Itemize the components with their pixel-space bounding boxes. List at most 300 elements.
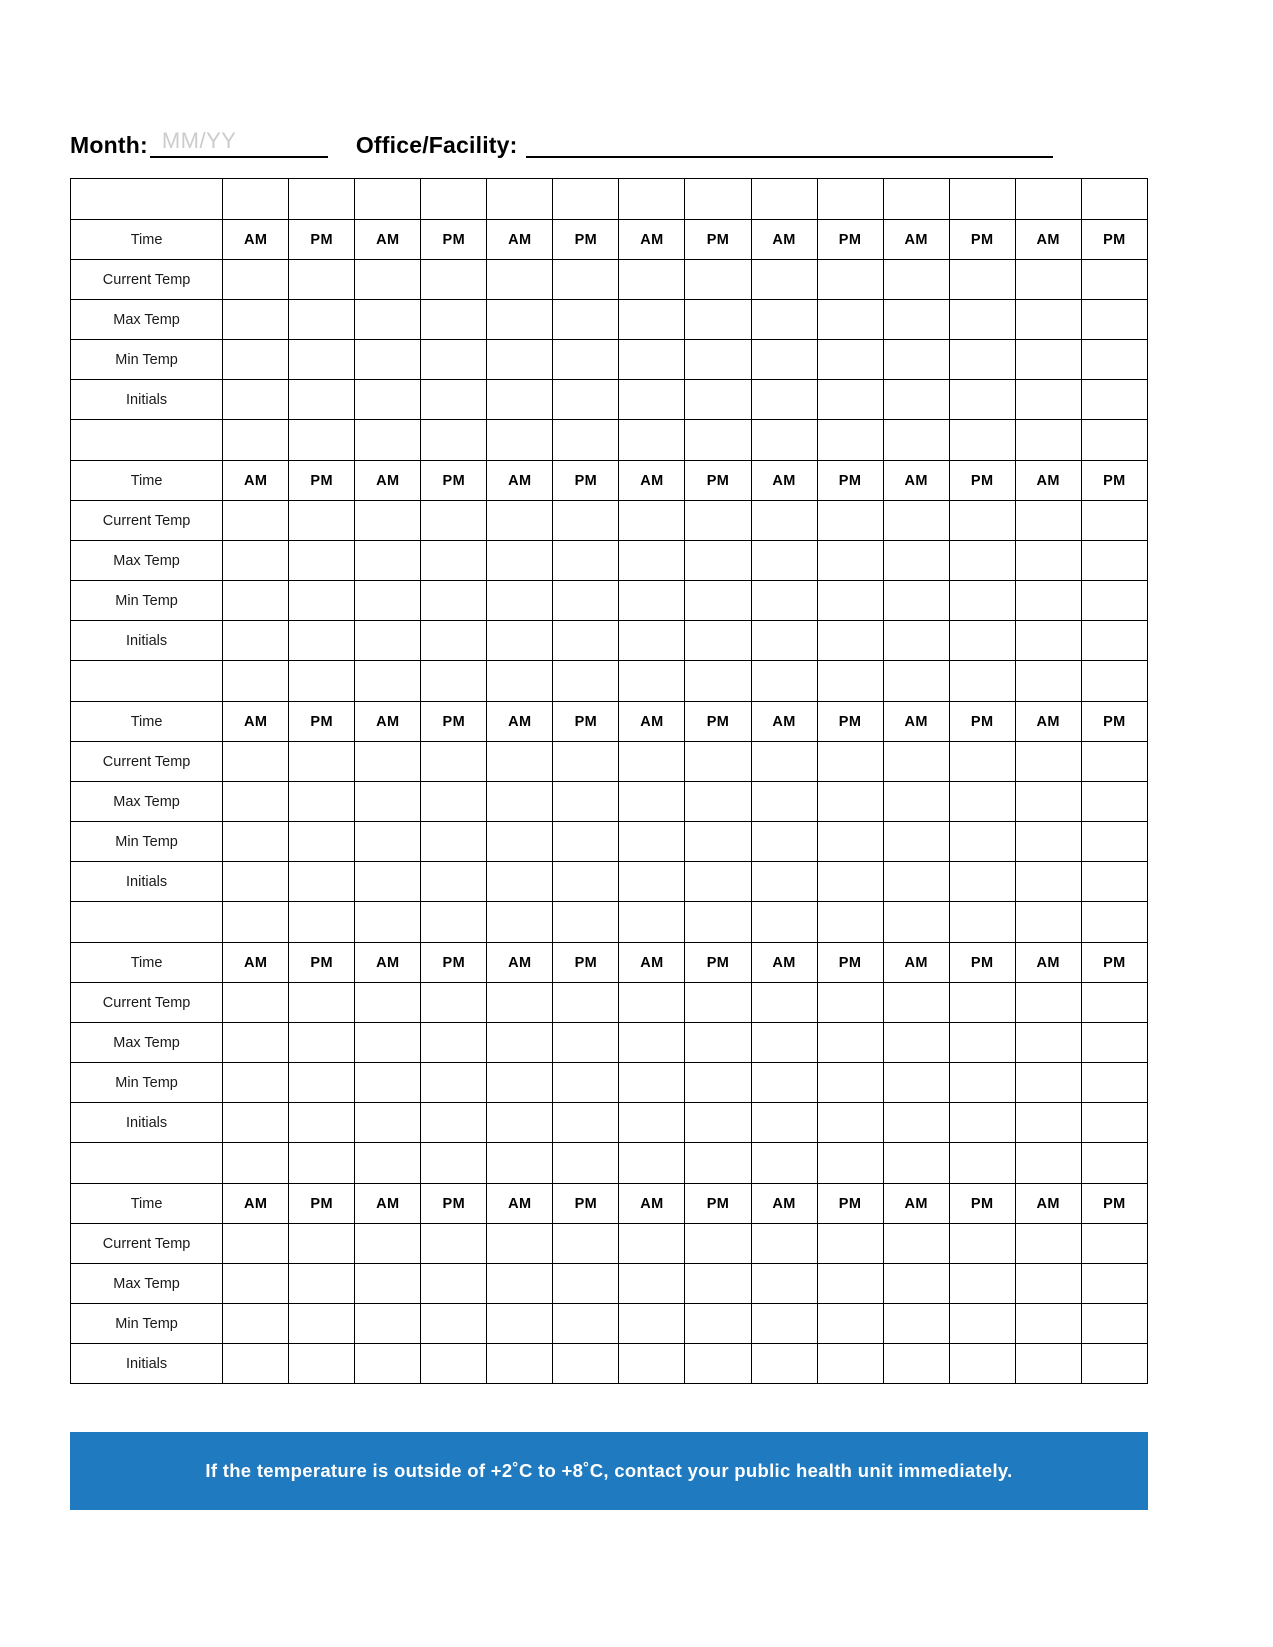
entry-cell[interactable]	[751, 581, 817, 621]
entry-cell[interactable]	[553, 1344, 619, 1384]
entry-cell[interactable]	[751, 260, 817, 300]
entry-cell[interactable]	[355, 1304, 421, 1344]
entry-cell[interactable]	[685, 862, 751, 902]
entry-cell[interactable]	[553, 621, 619, 661]
entry-cell[interactable]	[487, 260, 553, 300]
entry-cell[interactable]	[421, 782, 487, 822]
entry-cell[interactable]	[817, 300, 883, 340]
entry-cell[interactable]	[619, 1304, 685, 1344]
entry-cell[interactable]	[487, 1023, 553, 1063]
entry-cell[interactable]	[1015, 1063, 1081, 1103]
entry-cell[interactable]	[1015, 1103, 1081, 1143]
entry-cell[interactable]	[223, 340, 289, 380]
entry-cell[interactable]	[355, 300, 421, 340]
entry-cell[interactable]	[685, 822, 751, 862]
date-entry-cell[interactable]	[817, 420, 883, 461]
date-entry-cell[interactable]	[289, 902, 355, 943]
entry-cell[interactable]	[685, 983, 751, 1023]
entry-cell[interactable]	[421, 501, 487, 541]
entry-cell[interactable]	[949, 1304, 1015, 1344]
entry-cell[interactable]	[619, 822, 685, 862]
entry-cell[interactable]	[289, 1063, 355, 1103]
entry-cell[interactable]	[949, 742, 1015, 782]
entry-cell[interactable]	[553, 1063, 619, 1103]
entry-cell[interactable]	[949, 1344, 1015, 1384]
entry-cell[interactable]	[289, 862, 355, 902]
entry-cell[interactable]	[1081, 260, 1147, 300]
entry-cell[interactable]	[817, 1304, 883, 1344]
entry-cell[interactable]	[1015, 782, 1081, 822]
entry-cell[interactable]	[883, 380, 949, 420]
entry-cell[interactable]	[223, 1103, 289, 1143]
date-entry-cell[interactable]	[1081, 1143, 1147, 1184]
entry-cell[interactable]	[553, 1224, 619, 1264]
entry-cell[interactable]	[817, 380, 883, 420]
entry-cell[interactable]	[949, 501, 1015, 541]
entry-cell[interactable]	[289, 501, 355, 541]
entry-cell[interactable]	[751, 983, 817, 1023]
entry-cell[interactable]	[883, 260, 949, 300]
entry-cell[interactable]	[355, 1344, 421, 1384]
date-entry-cell[interactable]	[817, 661, 883, 702]
date-entry-cell[interactable]	[421, 420, 487, 461]
date-entry-cell[interactable]	[685, 1143, 751, 1184]
entry-cell[interactable]	[817, 782, 883, 822]
date-entry-cell[interactable]	[421, 179, 487, 220]
entry-cell[interactable]	[289, 1224, 355, 1264]
entry-cell[interactable]	[553, 581, 619, 621]
entry-cell[interactable]	[883, 1063, 949, 1103]
entry-cell[interactable]	[685, 1264, 751, 1304]
entry-cell[interactable]	[1081, 1103, 1147, 1143]
entry-cell[interactable]	[487, 1063, 553, 1103]
entry-cell[interactable]	[289, 541, 355, 581]
entry-cell[interactable]	[223, 541, 289, 581]
entry-cell[interactable]	[685, 1023, 751, 1063]
entry-cell[interactable]	[223, 581, 289, 621]
entry-cell[interactable]	[619, 260, 685, 300]
entry-cell[interactable]	[619, 621, 685, 661]
entry-cell[interactable]	[883, 822, 949, 862]
entry-cell[interactable]	[421, 621, 487, 661]
entry-cell[interactable]	[289, 340, 355, 380]
entry-cell[interactable]	[1081, 541, 1147, 581]
entry-cell[interactable]	[883, 1344, 949, 1384]
entry-cell[interactable]	[685, 1304, 751, 1344]
entry-cell[interactable]	[1015, 1304, 1081, 1344]
entry-cell[interactable]	[619, 983, 685, 1023]
entry-cell[interactable]	[619, 1344, 685, 1384]
entry-cell[interactable]	[685, 782, 751, 822]
entry-cell[interactable]	[817, 1264, 883, 1304]
entry-cell[interactable]	[883, 1023, 949, 1063]
entry-cell[interactable]	[223, 380, 289, 420]
entry-cell[interactable]	[751, 1304, 817, 1344]
entry-cell[interactable]	[685, 340, 751, 380]
entry-cell[interactable]	[289, 1344, 355, 1384]
entry-cell[interactable]	[355, 1224, 421, 1264]
entry-cell[interactable]	[355, 340, 421, 380]
entry-cell[interactable]	[421, 822, 487, 862]
entry-cell[interactable]	[949, 380, 1015, 420]
entry-cell[interactable]	[1081, 1264, 1147, 1304]
entry-cell[interactable]	[223, 983, 289, 1023]
entry-cell[interactable]	[685, 1103, 751, 1143]
date-entry-cell[interactable]	[289, 661, 355, 702]
entry-cell[interactable]	[751, 340, 817, 380]
entry-cell[interactable]	[1081, 1344, 1147, 1384]
date-entry-cell[interactable]	[553, 902, 619, 943]
entry-cell[interactable]	[289, 380, 355, 420]
date-entry-cell[interactable]	[949, 1143, 1015, 1184]
entry-cell[interactable]	[223, 1264, 289, 1304]
entry-cell[interactable]	[1081, 621, 1147, 661]
entry-cell[interactable]	[421, 380, 487, 420]
entry-cell[interactable]	[883, 340, 949, 380]
entry-cell[interactable]	[949, 822, 1015, 862]
entry-cell[interactable]	[487, 300, 553, 340]
entry-cell[interactable]	[685, 260, 751, 300]
date-entry-cell[interactable]	[421, 661, 487, 702]
entry-cell[interactable]	[223, 260, 289, 300]
entry-cell[interactable]	[223, 1224, 289, 1264]
date-entry-cell[interactable]	[1081, 902, 1147, 943]
entry-cell[interactable]	[883, 541, 949, 581]
entry-cell[interactable]	[685, 1224, 751, 1264]
entry-cell[interactable]	[883, 862, 949, 902]
entry-cell[interactable]	[355, 782, 421, 822]
entry-cell[interactable]	[487, 581, 553, 621]
entry-cell[interactable]	[883, 501, 949, 541]
entry-cell[interactable]	[751, 1103, 817, 1143]
entry-cell[interactable]	[421, 541, 487, 581]
entry-cell[interactable]	[223, 862, 289, 902]
entry-cell[interactable]	[751, 1063, 817, 1103]
entry-cell[interactable]	[817, 501, 883, 541]
entry-cell[interactable]	[421, 340, 487, 380]
entry-cell[interactable]	[1081, 782, 1147, 822]
entry-cell[interactable]	[1015, 380, 1081, 420]
entry-cell[interactable]	[883, 621, 949, 661]
entry-cell[interactable]	[553, 260, 619, 300]
entry-cell[interactable]	[619, 340, 685, 380]
entry-cell[interactable]	[1015, 501, 1081, 541]
date-entry-cell[interactable]	[817, 1143, 883, 1184]
entry-cell[interactable]	[487, 340, 553, 380]
entry-cell[interactable]	[751, 1023, 817, 1063]
entry-cell[interactable]	[949, 340, 1015, 380]
entry-cell[interactable]	[223, 1344, 289, 1384]
entry-cell[interactable]	[817, 541, 883, 581]
entry-cell[interactable]	[553, 862, 619, 902]
entry-cell[interactable]	[751, 621, 817, 661]
entry-cell[interactable]	[487, 541, 553, 581]
entry-cell[interactable]	[289, 581, 355, 621]
entry-cell[interactable]	[1015, 862, 1081, 902]
entry-cell[interactable]	[949, 541, 1015, 581]
entry-cell[interactable]	[289, 822, 355, 862]
month-input[interactable]	[150, 129, 328, 158]
date-entry-cell[interactable]	[817, 902, 883, 943]
entry-cell[interactable]	[817, 1224, 883, 1264]
entry-cell[interactable]	[553, 1264, 619, 1304]
entry-cell[interactable]	[289, 742, 355, 782]
entry-cell[interactable]	[751, 1344, 817, 1384]
entry-cell[interactable]	[949, 581, 1015, 621]
entry-cell[interactable]	[1015, 621, 1081, 661]
entry-cell[interactable]	[223, 782, 289, 822]
entry-cell[interactable]	[817, 581, 883, 621]
entry-cell[interactable]	[751, 300, 817, 340]
entry-cell[interactable]	[223, 1304, 289, 1344]
entry-cell[interactable]	[685, 541, 751, 581]
entry-cell[interactable]	[421, 1264, 487, 1304]
date-entry-cell[interactable]	[949, 179, 1015, 220]
entry-cell[interactable]	[751, 742, 817, 782]
entry-cell[interactable]	[1015, 983, 1081, 1023]
entry-cell[interactable]	[817, 1023, 883, 1063]
entry-cell[interactable]	[619, 1023, 685, 1063]
entry-cell[interactable]	[1015, 1224, 1081, 1264]
entry-cell[interactable]	[487, 983, 553, 1023]
entry-cell[interactable]	[619, 782, 685, 822]
entry-cell[interactable]	[685, 501, 751, 541]
entry-cell[interactable]	[553, 1023, 619, 1063]
entry-cell[interactable]	[883, 1224, 949, 1264]
entry-cell[interactable]	[751, 1224, 817, 1264]
entry-cell[interactable]	[487, 1344, 553, 1384]
entry-cell[interactable]	[487, 380, 553, 420]
entry-cell[interactable]	[949, 260, 1015, 300]
entry-cell[interactable]	[949, 621, 1015, 661]
entry-cell[interactable]	[1015, 1023, 1081, 1063]
entry-cell[interactable]	[553, 983, 619, 1023]
entry-cell[interactable]	[619, 541, 685, 581]
entry-cell[interactable]	[817, 260, 883, 300]
entry-cell[interactable]	[619, 1063, 685, 1103]
entry-cell[interactable]	[487, 621, 553, 661]
entry-cell[interactable]	[685, 380, 751, 420]
date-entry-cell[interactable]	[421, 1143, 487, 1184]
entry-cell[interactable]	[949, 782, 1015, 822]
entry-cell[interactable]	[817, 340, 883, 380]
entry-cell[interactable]	[289, 1304, 355, 1344]
entry-cell[interactable]	[817, 1063, 883, 1103]
entry-cell[interactable]	[1015, 300, 1081, 340]
date-entry-cell[interactable]	[553, 179, 619, 220]
entry-cell[interactable]	[553, 1103, 619, 1143]
entry-cell[interactable]	[1015, 742, 1081, 782]
entry-cell[interactable]	[1081, 1023, 1147, 1063]
entry-cell[interactable]	[1081, 300, 1147, 340]
entry-cell[interactable]	[223, 822, 289, 862]
date-entry-cell[interactable]	[1081, 420, 1147, 461]
entry-cell[interactable]	[751, 501, 817, 541]
entry-cell[interactable]	[949, 1224, 1015, 1264]
entry-cell[interactable]	[883, 581, 949, 621]
entry-cell[interactable]	[949, 862, 1015, 902]
entry-cell[interactable]	[553, 380, 619, 420]
entry-cell[interactable]	[685, 742, 751, 782]
entry-cell[interactable]	[685, 300, 751, 340]
entry-cell[interactable]	[883, 1304, 949, 1344]
entry-cell[interactable]	[685, 1344, 751, 1384]
entry-cell[interactable]	[487, 742, 553, 782]
entry-cell[interactable]	[421, 1063, 487, 1103]
entry-cell[interactable]	[1081, 380, 1147, 420]
entry-cell[interactable]	[289, 621, 355, 661]
entry-cell[interactable]	[553, 340, 619, 380]
date-entry-cell[interactable]	[685, 179, 751, 220]
entry-cell[interactable]	[817, 983, 883, 1023]
entry-cell[interactable]	[421, 1023, 487, 1063]
entry-cell[interactable]	[355, 501, 421, 541]
date-entry-cell[interactable]	[289, 179, 355, 220]
entry-cell[interactable]	[685, 1063, 751, 1103]
entry-cell[interactable]	[355, 862, 421, 902]
entry-cell[interactable]	[619, 581, 685, 621]
date-entry-cell[interactable]	[949, 420, 1015, 461]
entry-cell[interactable]	[223, 1023, 289, 1063]
entry-cell[interactable]	[421, 1224, 487, 1264]
entry-cell[interactable]	[619, 380, 685, 420]
entry-cell[interactable]	[421, 862, 487, 902]
entry-cell[interactable]	[619, 1264, 685, 1304]
entry-cell[interactable]	[355, 1023, 421, 1063]
entry-cell[interactable]	[883, 983, 949, 1023]
entry-cell[interactable]	[355, 822, 421, 862]
entry-cell[interactable]	[223, 501, 289, 541]
entry-cell[interactable]	[1081, 1304, 1147, 1344]
date-entry-cell[interactable]	[685, 420, 751, 461]
entry-cell[interactable]	[487, 782, 553, 822]
entry-cell[interactable]	[1015, 1264, 1081, 1304]
entry-cell[interactable]	[487, 1264, 553, 1304]
entry-cell[interactable]	[685, 621, 751, 661]
entry-cell[interactable]	[751, 862, 817, 902]
entry-cell[interactable]	[553, 782, 619, 822]
entry-cell[interactable]	[355, 581, 421, 621]
entry-cell[interactable]	[949, 1264, 1015, 1304]
entry-cell[interactable]	[1081, 1063, 1147, 1103]
entry-cell[interactable]	[1015, 340, 1081, 380]
date-entry-cell[interactable]	[817, 179, 883, 220]
date-entry-cell[interactable]	[949, 661, 1015, 702]
entry-cell[interactable]	[1081, 581, 1147, 621]
entry-cell[interactable]	[421, 1103, 487, 1143]
entry-cell[interactable]	[289, 300, 355, 340]
entry-cell[interactable]	[1015, 581, 1081, 621]
entry-cell[interactable]	[883, 742, 949, 782]
entry-cell[interactable]	[421, 983, 487, 1023]
entry-cell[interactable]	[553, 300, 619, 340]
entry-cell[interactable]	[421, 300, 487, 340]
entry-cell[interactable]	[1081, 983, 1147, 1023]
entry-cell[interactable]	[1015, 822, 1081, 862]
entry-cell[interactable]	[619, 862, 685, 902]
entry-cell[interactable]	[1081, 862, 1147, 902]
entry-cell[interactable]	[355, 380, 421, 420]
date-entry-cell[interactable]	[553, 420, 619, 461]
entry-cell[interactable]	[1081, 1224, 1147, 1264]
entry-cell[interactable]	[223, 1063, 289, 1103]
entry-cell[interactable]	[487, 1304, 553, 1344]
entry-cell[interactable]	[685, 581, 751, 621]
date-entry-cell[interactable]	[949, 902, 1015, 943]
date-entry-cell[interactable]	[1081, 179, 1147, 220]
entry-cell[interactable]	[817, 1103, 883, 1143]
date-entry-cell[interactable]	[685, 661, 751, 702]
entry-cell[interactable]	[421, 581, 487, 621]
entry-cell[interactable]	[619, 1103, 685, 1143]
entry-cell[interactable]	[817, 621, 883, 661]
entry-cell[interactable]	[1015, 541, 1081, 581]
entry-cell[interactable]	[355, 541, 421, 581]
entry-cell[interactable]	[223, 300, 289, 340]
entry-cell[interactable]	[817, 822, 883, 862]
date-entry-cell[interactable]	[421, 902, 487, 943]
date-entry-cell[interactable]	[289, 420, 355, 461]
date-entry-cell[interactable]	[289, 1143, 355, 1184]
entry-cell[interactable]	[949, 1023, 1015, 1063]
entry-cell[interactable]	[355, 742, 421, 782]
entry-cell[interactable]	[289, 1103, 355, 1143]
date-entry-cell[interactable]	[685, 902, 751, 943]
entry-cell[interactable]	[487, 1103, 553, 1143]
date-entry-cell[interactable]	[1081, 661, 1147, 702]
entry-cell[interactable]	[289, 260, 355, 300]
entry-cell[interactable]	[883, 1264, 949, 1304]
entry-cell[interactable]	[751, 380, 817, 420]
entry-cell[interactable]	[751, 1264, 817, 1304]
entry-cell[interactable]	[949, 1103, 1015, 1143]
entry-cell[interactable]	[421, 260, 487, 300]
entry-cell[interactable]	[751, 541, 817, 581]
entry-cell[interactable]	[553, 541, 619, 581]
entry-cell[interactable]	[289, 1023, 355, 1063]
entry-cell[interactable]	[487, 862, 553, 902]
entry-cell[interactable]	[355, 1063, 421, 1103]
entry-cell[interactable]	[355, 1103, 421, 1143]
entry-cell[interactable]	[751, 782, 817, 822]
entry-cell[interactable]	[355, 260, 421, 300]
entry-cell[interactable]	[289, 782, 355, 822]
entry-cell[interactable]	[289, 1264, 355, 1304]
entry-cell[interactable]	[1015, 1344, 1081, 1384]
entry-cell[interactable]	[355, 983, 421, 1023]
entry-cell[interactable]	[619, 300, 685, 340]
entry-cell[interactable]	[619, 742, 685, 782]
entry-cell[interactable]	[223, 621, 289, 661]
facility-input[interactable]	[526, 129, 1053, 158]
entry-cell[interactable]	[1081, 742, 1147, 782]
entry-cell[interactable]	[421, 1304, 487, 1344]
entry-cell[interactable]	[949, 300, 1015, 340]
entry-cell[interactable]	[553, 1304, 619, 1344]
entry-cell[interactable]	[619, 501, 685, 541]
entry-cell[interactable]	[883, 1103, 949, 1143]
entry-cell[interactable]	[817, 742, 883, 782]
entry-cell[interactable]	[355, 1264, 421, 1304]
entry-cell[interactable]	[949, 1063, 1015, 1103]
entry-cell[interactable]	[1081, 501, 1147, 541]
entry-cell[interactable]	[1015, 260, 1081, 300]
entry-cell[interactable]	[883, 782, 949, 822]
entry-cell[interactable]	[751, 822, 817, 862]
entry-cell[interactable]	[553, 742, 619, 782]
entry-cell[interactable]	[619, 1224, 685, 1264]
entry-cell[interactable]	[1081, 340, 1147, 380]
